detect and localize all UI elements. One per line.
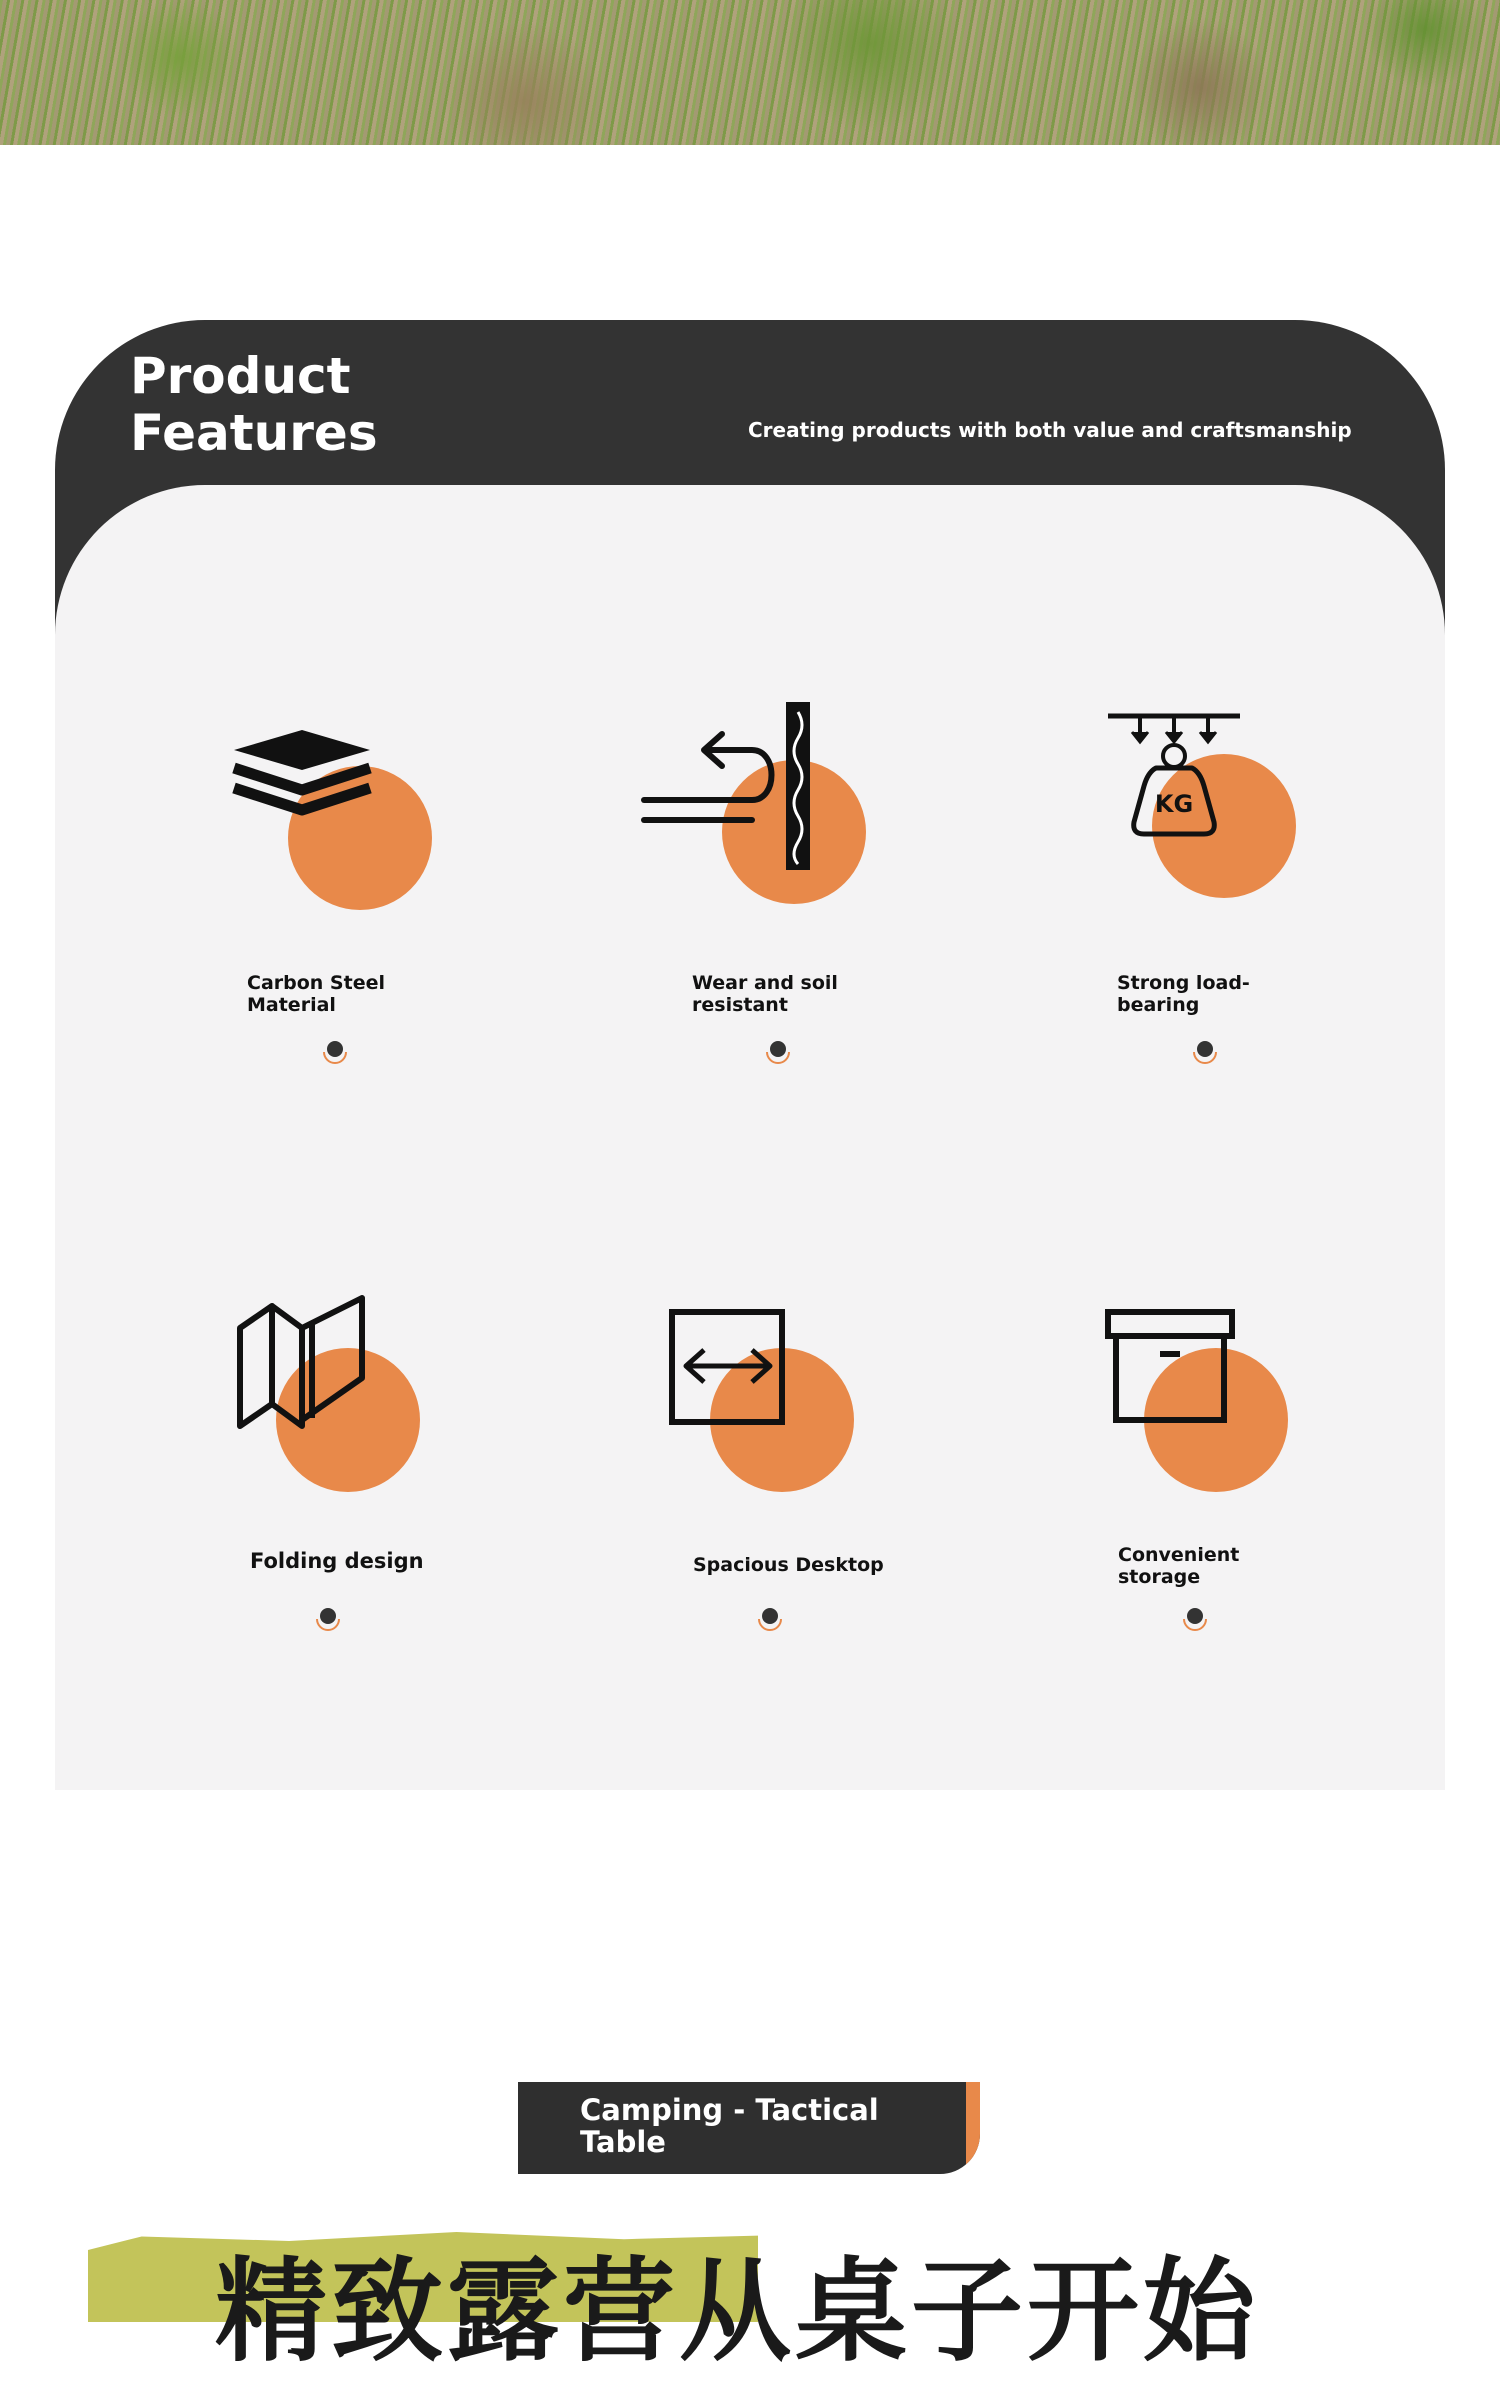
feature-wear-resistant: [640, 690, 940, 1110]
indicator-dot-icon: [763, 1036, 793, 1066]
storage-box-icon: [1080, 1270, 1380, 1490]
feature-label: Convenient storage: [1118, 1544, 1240, 1588]
folding-map-icon: [220, 1270, 520, 1490]
grass-header-image: [0, 0, 1500, 145]
feature-label: Carbon Steel Material: [247, 972, 385, 1016]
feature-carbon-steel: [220, 690, 520, 1110]
feature-label: Spacious Desktop: [693, 1554, 884, 1576]
indicator-dot-icon: [313, 1603, 343, 1633]
camping-table-banner: [518, 2082, 980, 2174]
feature-load-bearing: [1080, 690, 1380, 1110]
kg-text: KG: [1154, 790, 1194, 818]
feature-folding-design: [220, 1270, 520, 1690]
indicator-dot-icon: [755, 1603, 785, 1633]
banner-accent: [966, 2082, 980, 2174]
bottom-heading: 精致露营从桌子开始: [215, 2247, 1259, 2377]
feature-label: Folding design: [250, 1549, 424, 1573]
layers-icon: [220, 690, 520, 910]
weight-kg-icon: [1080, 690, 1380, 910]
feature-label: Wear and soil resistant: [692, 972, 838, 1016]
desktop-arrows-icon: [640, 1270, 940, 1490]
banner-label: Camping - Tactical Table: [580, 2093, 879, 2159]
indicator-dot-icon: [1190, 1036, 1220, 1066]
indicator-dot-icon: [320, 1036, 350, 1066]
feature-convenient-storage: [1080, 1270, 1380, 1690]
panel-subtitle: Creating products with both value and craftsmanship: [748, 418, 1352, 442]
panel-title: Product Features: [130, 347, 378, 462]
feature-label: Strong load-bearing: [1117, 972, 1250, 1016]
indicator-dot-icon: [1180, 1603, 1210, 1633]
feature-spacious-desktop: [640, 1270, 940, 1690]
wear-resistant-icon: [640, 690, 940, 910]
